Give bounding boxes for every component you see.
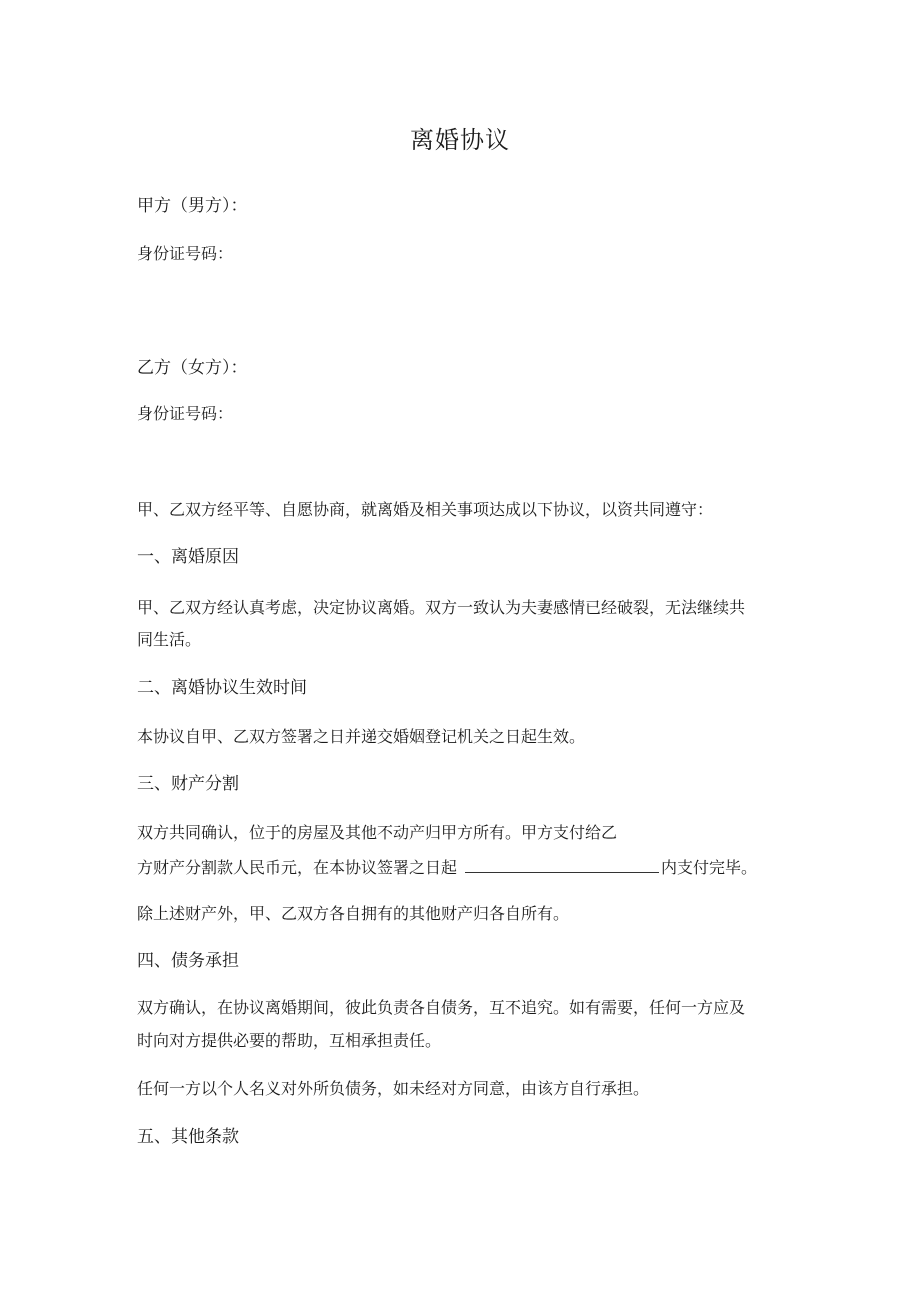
party-a-id-label: 身份证号码：: [137, 244, 234, 263]
section-4-line-1: 双方确认，在协议离婚期间，彼此负责各自债务，互不追究。如有需要，任何一方应及: [137, 998, 746, 1017]
party-a-label: 甲方（男方）：: [137, 196, 248, 216]
section-5-heading: 五、其他条款: [137, 1127, 239, 1147]
section-3-line-2-after: 内支付完毕。: [661, 858, 758, 877]
section-3-line-2: [137, 856, 757, 879]
party-b-id-label: 身份证号码：: [137, 404, 234, 423]
section-2-line-1: 本协议自甲、乙双方签署之日并递交婚姻登记机关之日起生效。: [137, 727, 586, 746]
section-1-line-1: 甲、乙双方经认真考虑，决定协议离婚。双方一致认为夫妻感情已经破裂，无法继续共: [137, 598, 746, 617]
section-4-line-2: 时向对方提供必要的帮助，互相承担责任。: [137, 1031, 442, 1050]
section-4-heading: 四、债务承担: [137, 951, 239, 971]
party-b-label: 乙方（女方）：: [137, 358, 248, 378]
intro-paragraph: 甲、乙双方经平等、自愿协商，就离婚及相关事项达成以下协议，以资共同遵守：: [137, 500, 714, 519]
section-4-line-3: 任何一方以个人名义对外所负债务，如未经对方同意，由该方自行承担。: [137, 1079, 650, 1098]
payment-term-blank: [465, 856, 659, 873]
section-3-line-2-before: 方财产分割款人民币元，在本协议签署之日起: [137, 858, 458, 877]
section-3-heading: 三、财产分割: [137, 774, 239, 794]
section-3-line-1: 双方共同确认，位于的房屋及其他不动产归甲方所有。甲方支付给乙: [137, 823, 618, 842]
section-1-heading: 一、离婚原因: [137, 547, 239, 567]
section-3-line-3: 除上述财产外，甲、乙双方各自拥有的其他财产归各自所有。: [137, 904, 570, 923]
document-title: 离婚协议: [410, 126, 510, 154]
section-1-line-2: 同生活。: [137, 630, 202, 649]
section-2-heading: 二、离婚协议生效时间: [137, 678, 307, 698]
